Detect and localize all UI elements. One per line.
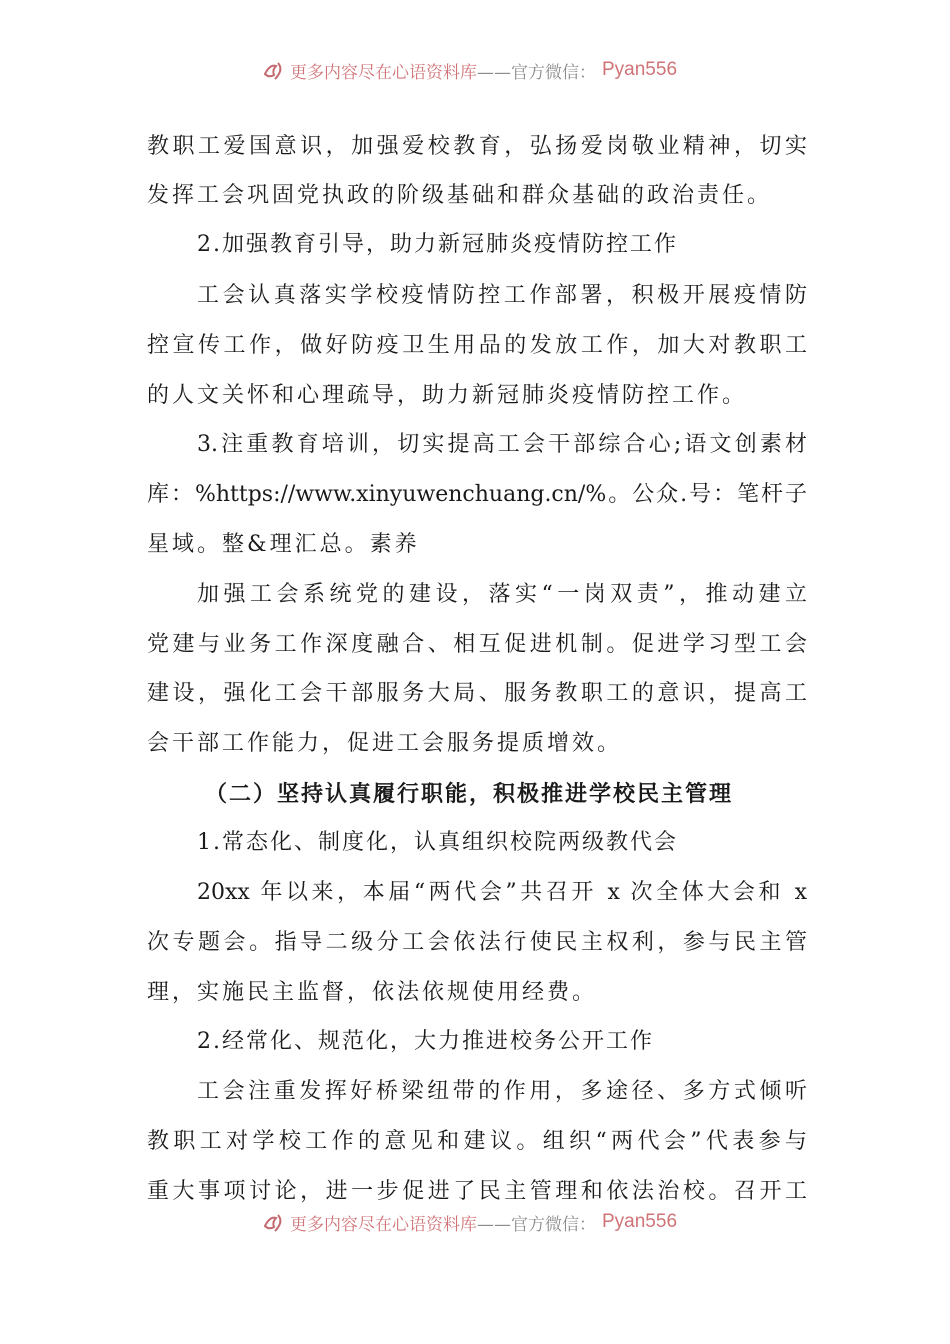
text-line: 控宣传工作，做好防疫卫生用品的发放工作，加大对教职工 xyxy=(147,333,807,358)
text-line: 工会认真落实学校疫情防控工作部署，积极开展疫情防 xyxy=(197,283,807,308)
text-line: 理，实施民主监督，依法依规使用经费。 xyxy=(147,980,598,1005)
text-line: 教职工对学校工作的意见和建议。组织“两代会”代表参与 xyxy=(147,1129,807,1154)
text-line: 建设，强化工会干部服务大局、服务教职工的意识，提高工 xyxy=(147,681,807,706)
text-line: 次专题会。指导二级分工会依法行使民主权利，参与民主管 xyxy=(147,930,807,955)
text-line: 发挥工会巩固党执政的阶级基础和群众基础的政治责任。 xyxy=(147,183,773,208)
chapter-heading: （二）坚持认真履行职能，积极推进学校民主管理 xyxy=(205,781,734,807)
text-line: 加强工会系统党的建设，落实“一岗双责”，推动建立 xyxy=(197,582,807,607)
logo-icon xyxy=(262,60,284,80)
text-line: 20xx 年以来，本届“两代会”共召开 x 次全体大会和 x xyxy=(197,880,807,905)
watermark-wechat-label: ——官方微信： xyxy=(477,62,596,83)
watermark-wechat-label: ——官方微信： xyxy=(477,1214,596,1235)
text-line: 库：%https://www.xinyuwenchuang.cn/%。公众.号：笔杆子 xyxy=(147,482,807,507)
watermark-code: Pyan556 xyxy=(602,59,678,80)
header-watermark xyxy=(262,57,742,83)
text-line: 党建与业务工作深度融合、相互促进机制。促进学习型工会 xyxy=(147,632,807,657)
logo-icon xyxy=(262,1212,284,1232)
section-heading: 2.加强教育引导，助力新冠肺炎疫情防控工作 xyxy=(197,232,678,257)
footer-watermark xyxy=(262,1209,742,1235)
text-line: 工会注重发挥好桥梁纽带的作用，多途径、多方式倾听 xyxy=(197,1079,807,1104)
text-line: 重大事项讨论，进一步促进了民主管理和依法治校。召开工 xyxy=(147,1179,807,1204)
section-heading: 2.经常化、规范化，大力推进校务公开工作 xyxy=(197,1029,654,1054)
text-line: 教职工爱国意识，加强爱校教育，弘扬爱岗敬业精神，切实 xyxy=(147,134,807,159)
text-line: 会干部工作能力，促进工会服务提质增效。 xyxy=(147,731,623,756)
section-heading: 3.注重教育培训，切实提高工会干部综合心;语文创素材 xyxy=(197,432,807,457)
watermark-code: Pyan556 xyxy=(602,1211,678,1232)
watermark-text: 更多内容尽在心语资料库 xyxy=(290,1214,477,1235)
section-heading: 1.常态化、制度化，认真组织校院两级教代会 xyxy=(197,830,678,855)
watermark-text: 更多内容尽在心语资料库 xyxy=(290,62,477,83)
text-line: 星域。整&理汇总。素养 xyxy=(147,532,420,557)
text-line: 的人文关怀和心理疏导，助力新冠肺炎疫情防控工作。 xyxy=(147,383,748,408)
